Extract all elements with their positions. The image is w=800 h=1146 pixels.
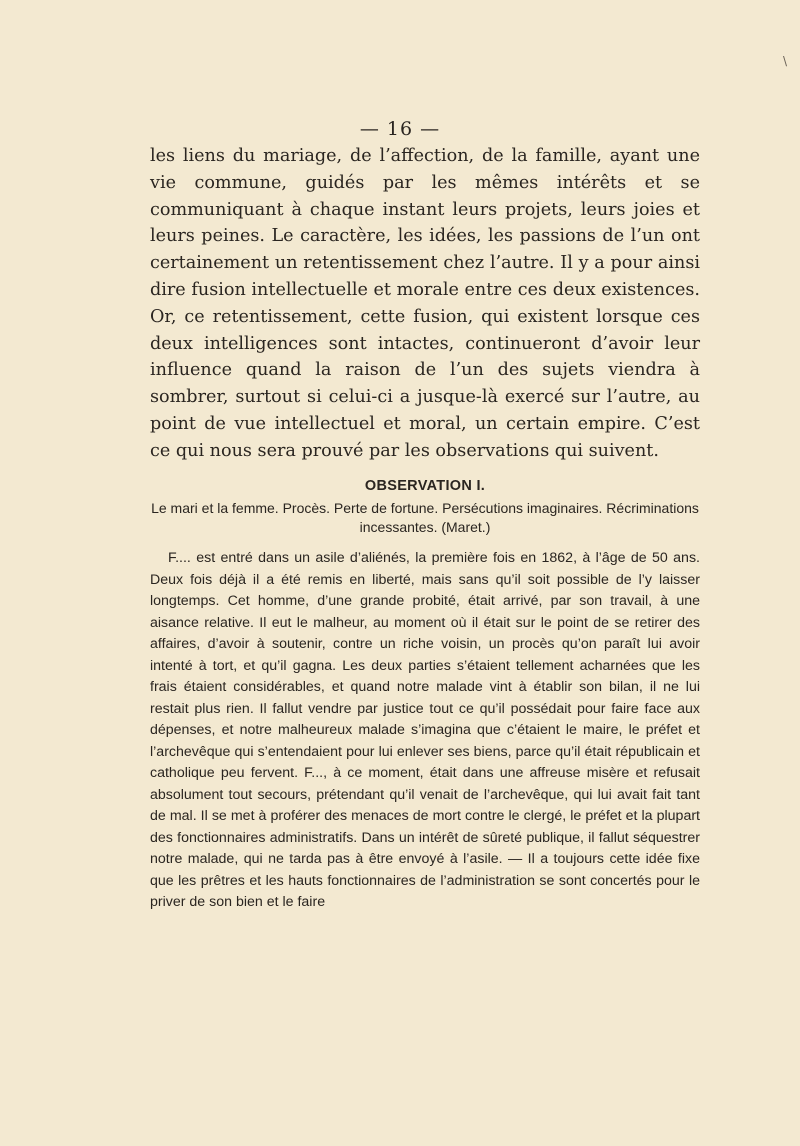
observation-subtitle: Le mari et la femme. Procès. Perte de fortune. Persécutions imaginaires. Récriminations incessantes. (Maret.) — [151, 500, 699, 535]
observation-heading: OBSERVATION I. — [364, 478, 486, 494]
observation-text — [150, 548, 700, 914]
observation-text-content: F.... est entré dans un asile d’aliénés, la première fois en 1862, à l’âge de 50 ans. Deux fois déjà il a été remis en liberté, mais sans qu’il soit possible de l’y laisser longtemps. Cet homme, d’une grande probité, était arrivé, par son travail, à une aisance relative. Il eut le malheur, au moment où il était sur le point de se retirer des affaires, d’avoir à soutenir, contre un riche voisin, un procès qu’on paraît lui avoir intenté à tort, et qu’il gagna. Les deux parties s’étaient tellement acharnées que les frais étaient considérables, et quand notre malade vint à établir son bilan, il ne lui restait plus rien. Il fallut vendre par justice tout ce qu’il possédait pour faire face aux dépenses, et notre malheureux malade s’imagina que c’étaient le maire, le préfet et l’archevêque qui s’entendaient pour lui enlever ses biens, parce qu’il était républicain et catholique peu fervent. F..., à ce moment, était dans une affreuse misère et refusait absolument tout secours, prétendant qu’il venait de l’archevêque, qui lui avait fait tant de mal. Il se met à proférer des menaces de mort contre le clergé, le préfet et la plupart des fonctionnaires administratifs. Dans un intérêt de sûreté publique, il fallut séquestrer notre malade, qui ne tarda pas à être envoyé à l’asile. — Il a toujours cette idée fixe que les prêtres et les hauts fonctionnaires de l’administration se sont concertés pour le priver de son bien et le faire — [150, 550, 700, 910]
page-number: — 16 — — [359, 118, 441, 140]
body-paragraph: les liens du mariage, de l’affection, de la famille, ayant une vie commune, guidés par les mêmes intérêts et se communiquant à chaque instant leurs projets, leurs joies et leurs peines. Le caractère, les idées, les passions de l’un ont certainement un retentissement chez l’autre. Il y a pour ainsi dire fusion intellectuelle et morale entre ces deux existences. Or, ce retentissement, cette fusion, qui existent lorsque ces deux intelligences sont intactes, continueront d’avoir leur influence quand la raison de l’un des sujets viendra à sombrer, surtout si celui-ci a jusque-là exercé sur l’autre, au point de vue intellectuel et moral, un certain empire. C’est ce qui nous sera prouvé par les observations qui suivent. — [150, 146, 700, 461]
corner-mark: \ — [783, 54, 788, 68]
